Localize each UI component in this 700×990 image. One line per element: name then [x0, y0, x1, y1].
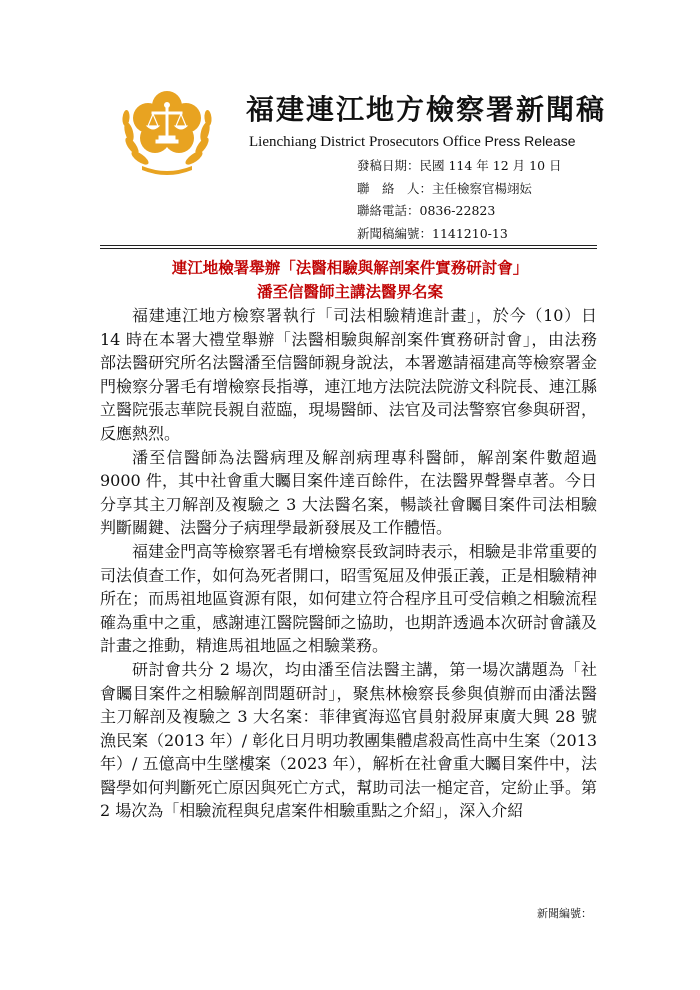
footer-release-number: 新聞編號：: [537, 907, 592, 920]
paragraph-1: 福建連江地方檢察署執行「司法相驗精進計畫」，於今（10）日 14 時在本署大禮堂舉辦「法醫相驗與解剖案件實務研討會」，由法務部法醫研究所名法醫潘至信醫師親身說法，本署邀請福建高等檢察署金門檢察分署毛有增檢察長指導，連江地方法院法院游文科院長、連江縣立醫院張志華院長親自蒞臨，現場醫師、法官及司法警察官參與研習，反應熱烈。: [100, 306, 597, 443]
release-meta: [357, 155, 562, 245]
prosecutors-office-logo: [112, 72, 222, 180]
contact-person: 聯 絡 人：主任檢察官楊翊妘: [357, 180, 533, 196]
press-release-label: Press Release: [484, 133, 576, 149]
headline-sub: 潘至信醫師主講法醫界名案: [256, 282, 443, 301]
article-body: [100, 304, 597, 823]
contact-phone: 聯絡電話：0836-22823: [357, 203, 496, 218]
press-release-title: 福建連江地方檢察署新聞稿: [246, 93, 607, 126]
paragraph-2: 潘至信醫師為法醫病理及解剖病理專科醫師，解剖案件數超過 9000 件，其中社會重大矚目案件達百餘件，在法醫界聲譽卓著。今日分享其主刀解剖及複驗之 3 大法醫名案，暢談社會矚目案件司法相驗判斷關鍵、法醫分子病理學最新發展及工作體悟。: [100, 447, 597, 538]
header-divider-top: [100, 245, 597, 246]
paragraph-3: 福建金門高等檢察署毛有增檢察長致詞時表示，相驗是非常重要的司法偵查工作，如何為死者開口，昭雪冤屈及伸張正義，正是相驗精神所在；而馬祖地區資源有限，如何建立符合程序且可受信賴之相驗流程確為重中之重，感謝連江醫院醫師之協助，也期許透過本次研討會議及計畫之推動，精進馬祖地區之相驗業務。: [100, 541, 597, 656]
release-date: 發稿日期：民國 114 年 12 月 10 日: [357, 158, 562, 173]
header-divider-bottom: [100, 248, 597, 249]
release-number: 新聞稿編號：1141210-13: [357, 225, 508, 241]
paragraph-4: 研討會共分 2 場次，均由潘至信法醫主講，第一場次講題為「社會矚目案件之相驗解剖問題研討」，聚焦林檢察長參與偵辦而由潘法醫主刀解剖及複驗之 3 大名案：菲律賓海巡官員射殺屏東廣大興 28 號漁民案（2013 年）/ 彰化日月明功教團集體虐殺高性高中生案（2013 年）/ 五億高中生墜樓案（2023 年），解析在社會重大矚目案件中，法醫學如何判斷死亡原因與死亡方式，幫助司法一槌定音，定紛止爭。第 2 場次為「相驗流程與兒虐案件相驗重點之介紹」，深入介紹: [100, 659, 598, 821]
headline-main: 連江地檢署舉辦「法醫相驗與解剖案件實務研討會」: [171, 258, 529, 277]
press-release-subtitle: [249, 133, 576, 151]
office-name-en: Lienchiang District Prosecutors Office: [249, 134, 485, 150]
